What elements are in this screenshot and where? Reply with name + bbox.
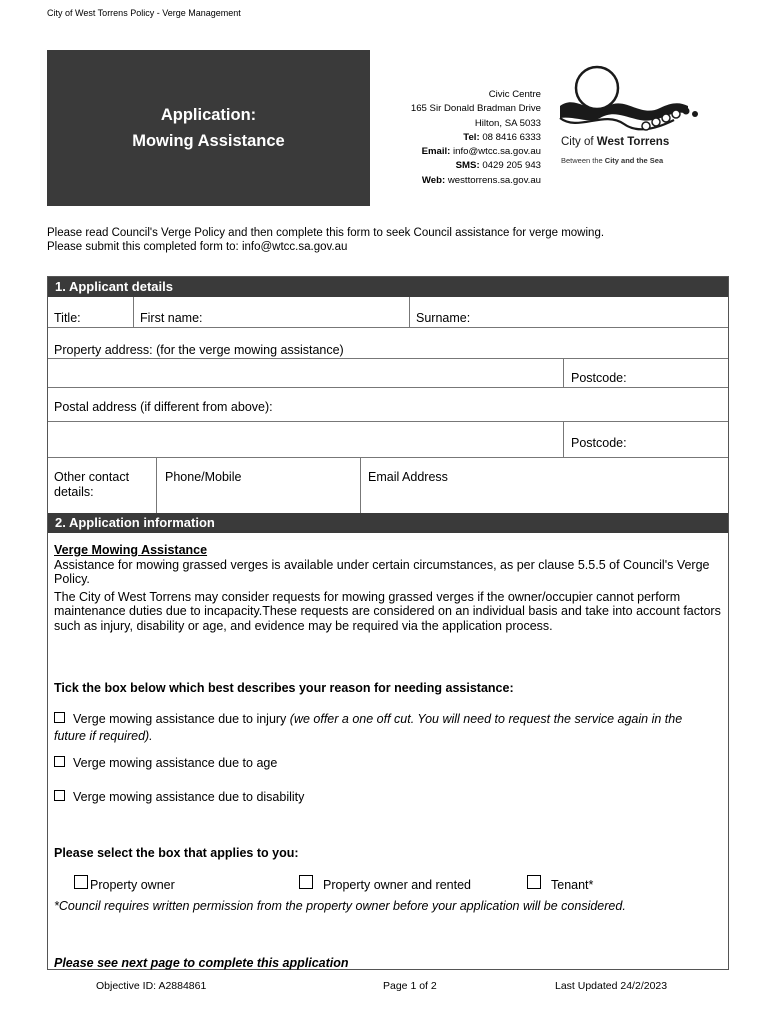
- owner-option[interactable]: [74, 875, 175, 894]
- option-age-label: Verge mowing assistance due to age: [73, 756, 278, 770]
- surname-field[interactable]: Surname:: [416, 311, 471, 325]
- injury-checkbox[interactable]: [54, 712, 65, 723]
- tenant-option[interactable]: [527, 875, 593, 894]
- contact-suburb: Hilton, SA 5033: [474, 117, 541, 129]
- section-1-heading: 1. Applicant details: [48, 277, 728, 297]
- application-form: [47, 276, 729, 970]
- owner-rented-label: Property owner and rented: [323, 878, 472, 892]
- row-divider: [48, 327, 728, 328]
- logo-name-bold: West Torrens: [596, 136, 670, 148]
- last-updated: Last Updated 24/2/2023: [555, 980, 668, 992]
- postal-address-label: Postal address (if different from above):: [54, 400, 273, 414]
- logo-name-prefix: City of: [561, 136, 594, 148]
- web-label: Web:: [421, 174, 446, 186]
- sms-value: 0429 205 943: [482, 160, 541, 172]
- select-prompt: Please select the box that applies to you:: [54, 846, 299, 860]
- contact-email: [380, 145, 541, 159]
- logo-tagline-bold: City and the Sea: [604, 156, 664, 165]
- email-value: info@wtcc.sa.gov.au: [453, 146, 541, 158]
- postcode-2-field[interactable]: Postcode:: [571, 436, 627, 450]
- row-divider: [48, 457, 728, 458]
- option-age[interactable]: [54, 755, 277, 772]
- title-line-1: Application:: [160, 106, 257, 124]
- postcode-field[interactable]: Postcode:: [571, 371, 627, 385]
- contact-sms: [380, 159, 541, 173]
- intro-line-1: Please read Council's Verge Policy and then complete this form to seek Council assistance for verge mowing.: [47, 227, 605, 239]
- option-injury-note: (we offer a one off cut. You will need to request the service again in the future if required).: [54, 712, 683, 743]
- contact-web: [380, 174, 541, 188]
- title-box: [47, 50, 370, 206]
- sms-label: SMS:: [455, 160, 480, 172]
- tel-label: Tel:: [463, 131, 480, 143]
- title-field[interactable]: Title:: [54, 311, 81, 325]
- cell-divider: [409, 297, 410, 327]
- disability-checkbox[interactable]: [54, 790, 65, 801]
- first-name-field[interactable]: First name:: [140, 311, 203, 325]
- owner-label: Property owner: [90, 878, 175, 892]
- property-address-label: Property address: (for the verge mowing assistance): [54, 343, 344, 357]
- option-injury[interactable]: [54, 711, 714, 745]
- email-address-field[interactable]: Email Address: [368, 470, 448, 484]
- running-header: City of West Torrens Policy - Verge Management: [47, 8, 241, 18]
- phone-mobile-field[interactable]: Phone/Mobile: [165, 470, 242, 484]
- logo-tagline-prefix: Between the: [561, 156, 603, 165]
- owner-rented-option[interactable]: [299, 875, 471, 894]
- info-paragraph-2: The City of West Torrens may consider requests for mowing grassed verges if the owner/occupier cannot perform maintenance duties due to incapacity.These requests are considered on an individual basis and take into account factors such as injury, disability or age, and evidence may be required via the application process.: [54, 589, 721, 633]
- tenant-checkbox[interactable]: [527, 875, 541, 889]
- section-2-body: [54, 543, 724, 633]
- page-number: Page 1 of 2: [383, 980, 437, 992]
- cell-divider: [133, 297, 134, 327]
- intro-line-2: Please submit this completed form to: info@wtcc.sa.gov.au: [47, 241, 348, 253]
- cell-divider: [563, 358, 564, 387]
- tick-prompt: Tick the box below which best describes your reason for needing assistance:: [54, 681, 514, 695]
- tel-value: 08 8416 6333: [482, 131, 541, 143]
- logo-name: [561, 136, 669, 148]
- objective-id: Objective ID: A2884861: [96, 980, 207, 992]
- age-checkbox[interactable]: [54, 756, 65, 767]
- contact-tel: [380, 131, 541, 145]
- other-contact-label: Other contact details:: [54, 470, 130, 499]
- property-address-input[interactable]: [48, 358, 563, 387]
- owner-checkbox[interactable]: [74, 875, 88, 889]
- contact-org: Civic Centre: [488, 89, 541, 100]
- row-divider: [48, 387, 728, 388]
- option-disability[interactable]: [54, 789, 304, 806]
- verge-mowing-subheading: Verge Mowing Assistance: [54, 543, 208, 557]
- email-label: Email:: [421, 146, 451, 158]
- permission-note: *Council requires written permission from the property owner before your application will be considered.: [54, 899, 626, 913]
- contact-street: 165 Sir Donald Bradman Drive: [410, 103, 541, 115]
- cell-divider: [156, 457, 157, 513]
- option-disability-label: Verge mowing assistance due to disability: [73, 790, 305, 804]
- postal-address-input[interactable]: [48, 421, 563, 457]
- contact-block: [380, 88, 541, 188]
- cell-divider: [360, 457, 361, 513]
- tenant-label: Tenant*: [551, 878, 594, 892]
- section-2-heading: 2. Application information: [48, 513, 728, 533]
- cell-divider: [563, 421, 564, 457]
- next-page-note: Please see next page to complete this application: [54, 956, 349, 970]
- owner-rented-checkbox[interactable]: [299, 875, 313, 889]
- logo-tagline: [561, 156, 663, 165]
- option-injury-label: Verge mowing assistance due to injury: [73, 712, 287, 726]
- title-line-2: Mowing Assistance: [132, 132, 285, 150]
- web-value: westtorrens.sa.gov.au: [447, 174, 541, 186]
- intro-text: [47, 226, 604, 254]
- info-paragraph-1: Assistance for mowing grassed verges is available under certain circumstances, as per clause 5.5.5 of Council's Verge Policy.: [54, 557, 710, 586]
